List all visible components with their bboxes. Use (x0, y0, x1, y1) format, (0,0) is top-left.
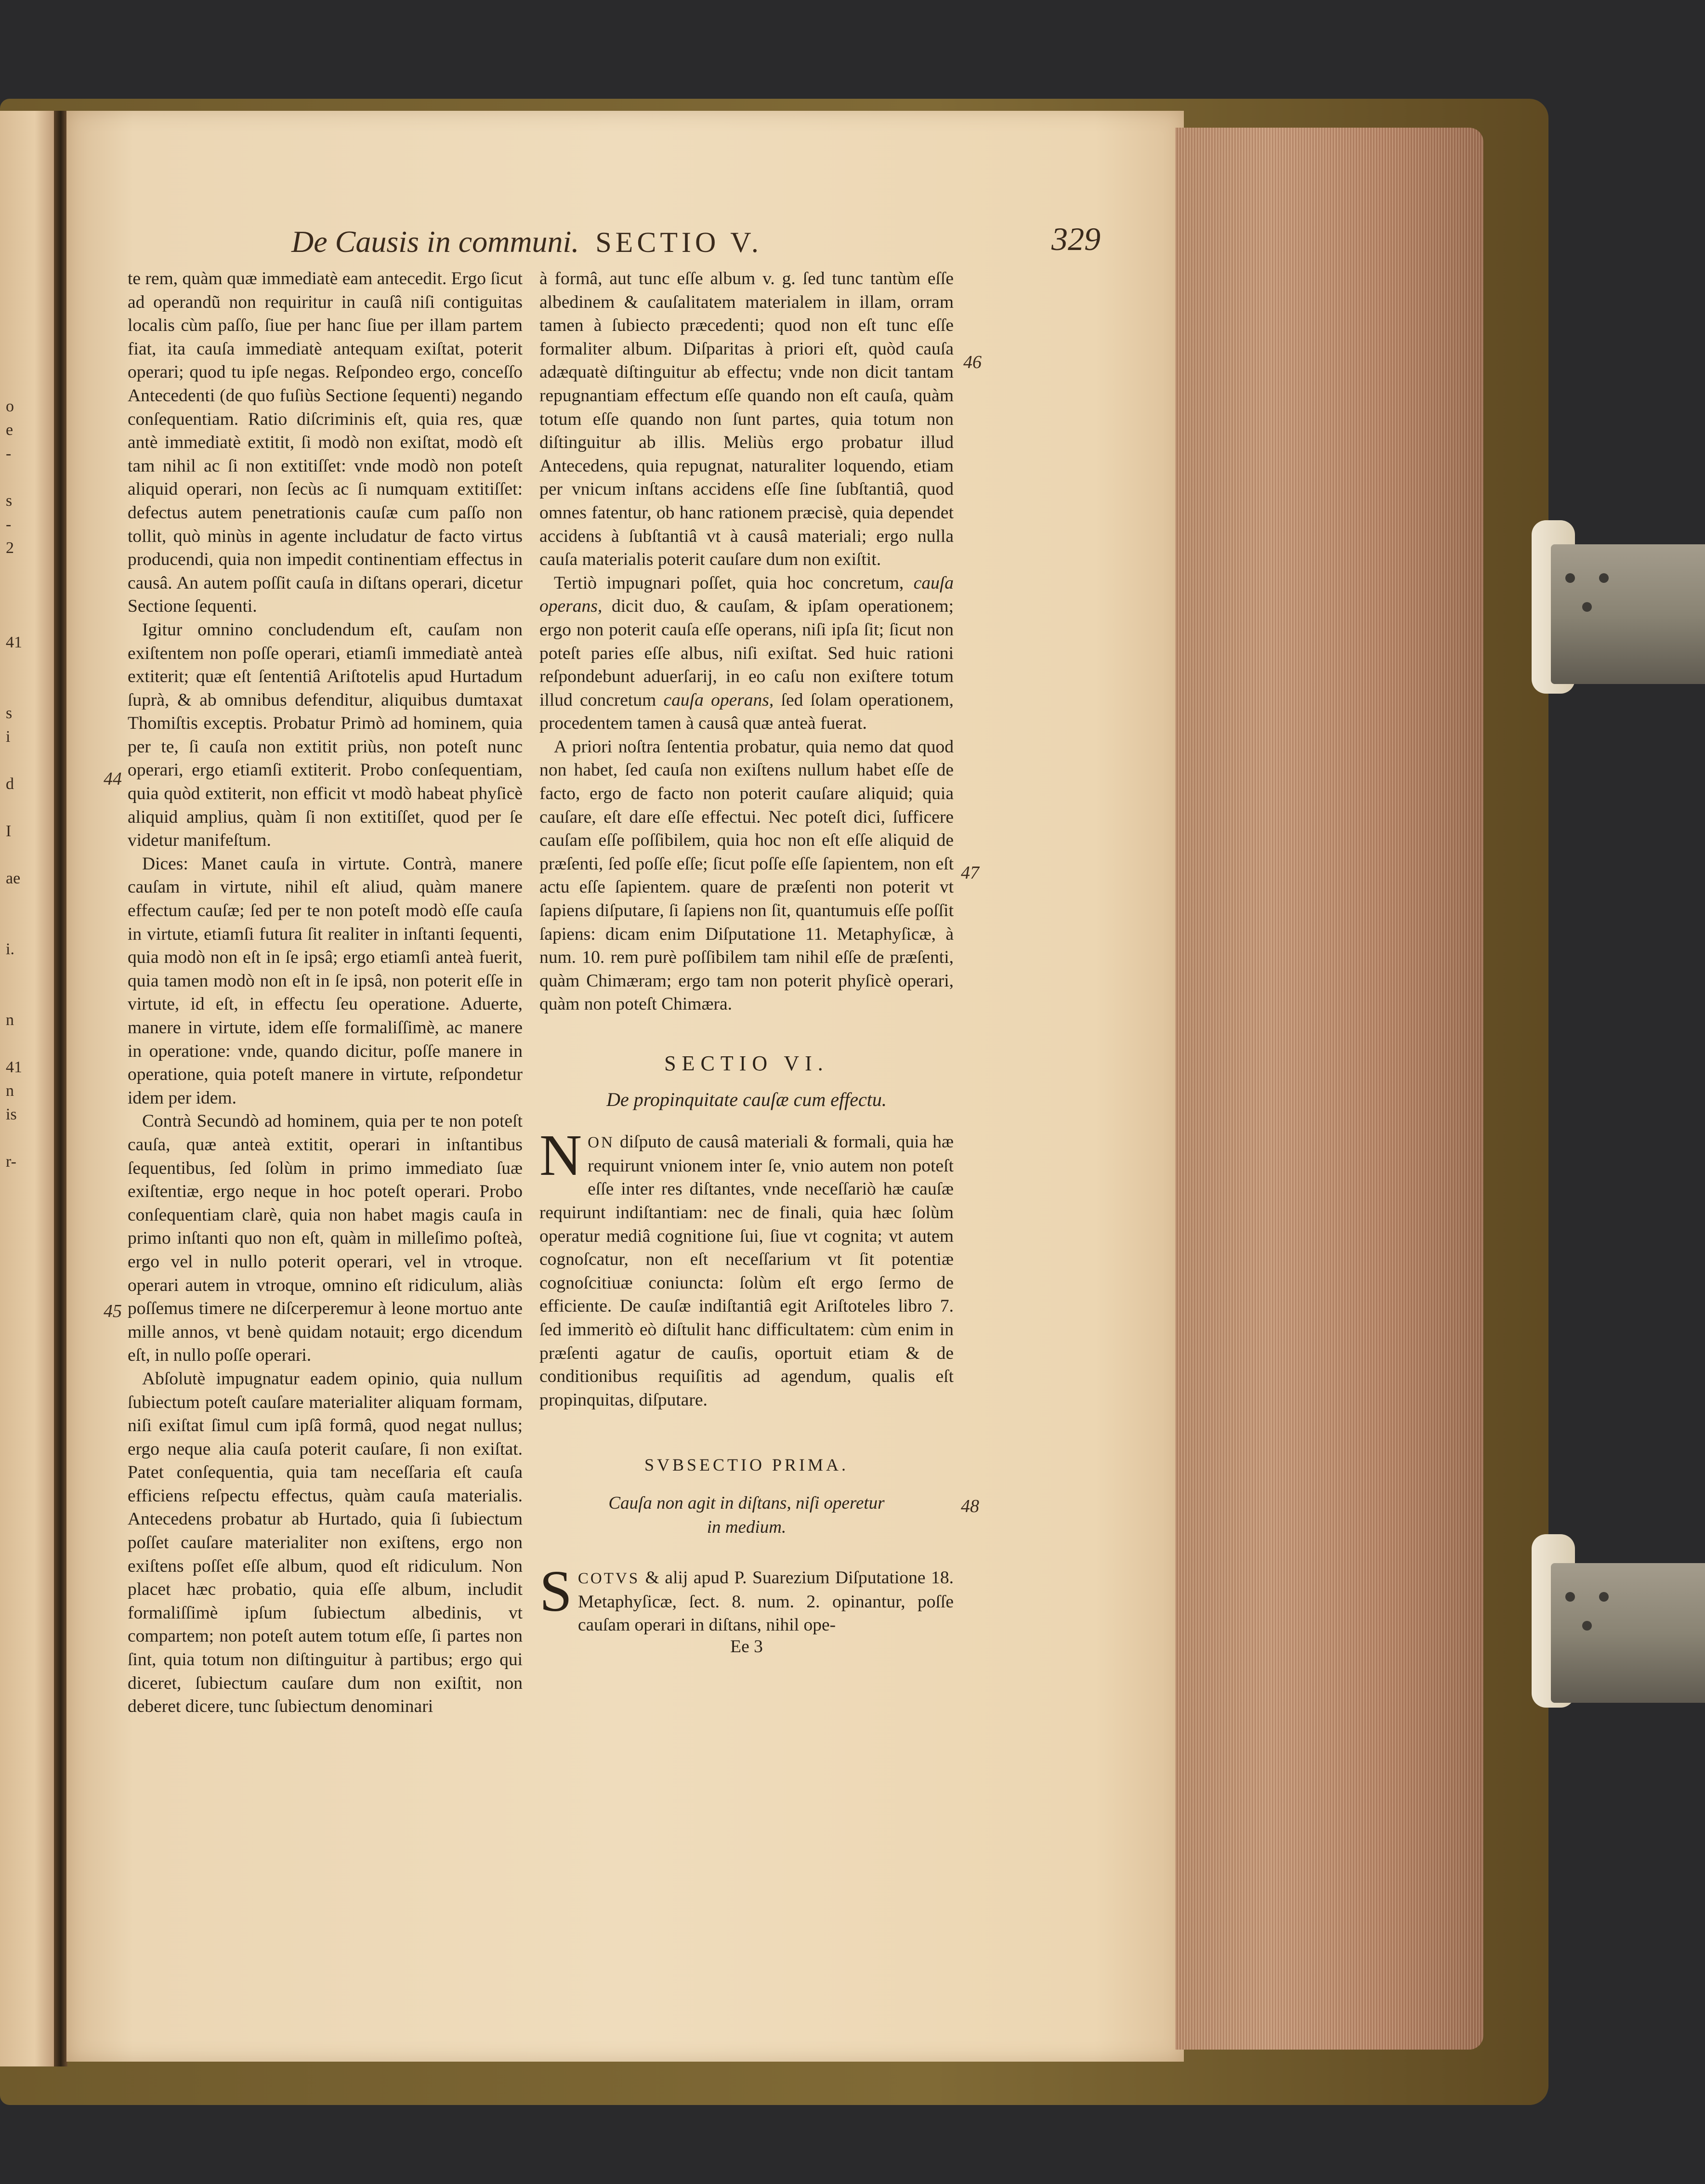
running-head (291, 221, 1101, 260)
paragraph: Abſolutè impugnatur eadem opinio, quia nullum ſubiectum poteſt cauſare materialiter aliquam formam, niſi exiſtat ſimul cum ipſâ formâ, quod negat nullus; ergo neque alia cauſa poterit cauſare, ſi non exiſtat. Patet conſequentia, quia tam neceſſaria eſt cauſa efficiens reſpectu effectus, quàm cauſa materialis. Antecedens probatur ab Hurtado, quia ſi ſubiectum poſſet cauſare materialiter non exiſtens, ergo non exiſtens poſſet eſſe album, quod eſt ridiculum. Non placet hæc probatio, quia eſſe album, includit formaliſſimè ipſum ſubiectum albedinis, vt compartem; non poteſt autem totum eſſe, ſi partes non ſint, quia totum non diſtinguitur à partibus; ergo qui diceret, ſubiectum cauſare dum non exiſtit, non deberet dicere, tunc ſubiectum denominari (128, 1368, 523, 1717)
clasp-rivet (1582, 602, 1592, 612)
page-block-edges (1175, 128, 1483, 2050)
clasp-rivet (1565, 573, 1575, 583)
paragraph: à formâ, aut tunc eſſe album v. g. ſed tunc tantùm eſſe albedinem & cauſalitatem materialem in illam, orram tamen à ſubiecto præcedenti; quod non eſt tunc eſſe formaliter album. Diſparitas à priori eſt, quòd cauſa adæquatè diſtinguitur ab effectu; vnde non dicit tantam repugnantiam effectum eſſe quando non eſt cauſa, quàm totum eſſe quando non ſunt partes, quia totum non diſtinguitur ab illis. Meliùs ergo probatur illud Antecedens, quia repugnat, naturaliter loquendo, etiam per vnicum inſtans accidens eſſe ſine ſubſtantiâ, quod omnes fatentur, ob hanc rationem præcisè, quia dependet accidens à ſubſtantiâ vt à causâ materiali; ergo nulla cauſa materialis poterit cauſare dum non exiſtit. (539, 269, 954, 570)
signature-mark: Ee 3 (730, 1636, 763, 1657)
margin-number: 45 (104, 1301, 122, 1321)
paragraph: Tertiò impugnari poſſet, quia hoc concretum, cauſa operans, dicit duo, & cauſam, & ipſam operationem; ergo non poterit cauſa eſſe operans, niſi ipſa ſit; ſicut non poteſt paries eſſe albus, niſi exiſtat. Sed huic rationi reſpondebunt aduerſarij, in eo caſu non exiſtere totum illud concretum cauſa operans, ſed ſolam operationem, procedentem tamen à causâ quæ anteà fuerat. (539, 573, 954, 734)
paragraph: Igitur omnino concludendum eſt, cauſam non exiſtentem non poſſe operari, etiamſi immediatè anteà extiterit; quæ eſt ſententiâ Ariſtotelis apud Hurtadum ſuprà, & ab omnibus defenditur, aliquibus dumtaxat Thomiſtis exceptis. Probatur Primò ad hominem, quia per te, ſi cauſa non extitit priùs, non poteſt nunc operari, ergo etiamſi extiterit. Probo conſequentiam, quia quòd extiterit, non efficit vt modò habeat phyſicè aliquid amplius, quàm ſi non extitiſſet, quod per ſe videtur manifeſtum. (128, 619, 523, 851)
subsection-heading: SVBSECTIO PRIMA. (644, 1455, 849, 1475)
paragraph: Dices: Manet cauſa in virtute. Contrà, manere cauſam in virtute, nihil eſt aliud, quàm manere effectum cauſæ; ſed per te non poteſt modò eſſe cauſa in virtute, etiamſi futura ſit realiter in inſtanti ſequenti, quia modò non eſt in ſe ipsâ; ergo etiamſi anteà fuerit, quia tamen modò non eſt in ſe ipsâ, non poterit eſſe in virtute, id eſt, in effectu ſeu operatione. Aduerte, manere in virtute, idem eſſe formaliſſimè, ac manere in operatione: vnde, quando dicitur, poſſe manere in operatione, quia poteſt manere in virtute, reſpondetur idem per idem. (128, 854, 523, 1108)
right-text-column (539, 267, 954, 1658)
left-text-column (128, 267, 523, 1719)
clasp-rivet (1599, 1592, 1609, 1602)
running-head-title: De Causis in communi. (291, 224, 579, 259)
clasp-rivet (1582, 1621, 1592, 1631)
drop-cap: N (539, 1123, 582, 1188)
section-heading: SECTIO VI. (664, 1052, 829, 1075)
clasp-rivet (1599, 573, 1609, 583)
subsection-proposition: Cauſa non agit in diſtans, niſi operetur in medium. (608, 1493, 885, 1537)
paragraph: te rem, quàm quæ immediatè eam antecedit. Ergo ſicut ad operandũ non requiritur in cauſâ niſi contiguitas localis cùm paſſo, ſiue per hanc ſiue per illam partem fiat, ita cauſa immediatè antequam exiſtat, poterit operari; quod tu ipſe negas. Reſpondeo ergo, conceſſo Antecedenti (de quo fuſiùs Sectione ſequenti) negando conſequentiam. Ratio diſcriminis eſt, quia res, quæ antè immediatè extitit, ſi modò non exiſtat, modò eſt tam nihil ac ſi non extitiſſet: vnde modò non poteſt aliquid operari, non ſecùs ac ſi numquam extitiſſet: defectus autem penetrationis cauſæ cum paſſo non tollit, quò minùs in agente includatur de facto virtus producendi, quia non impedit continentiam effectus in causâ. An autem poſſit cauſa in diſtans operari, dicetur Sectione ſequenti. (128, 269, 523, 617)
left-page-margin-fragments: o e - s - 2 41 s i d I ae i. n 41 n is r- (6, 397, 22, 1171)
paragraph: S COTVS & alij apud P. Suarezium Diſputatione 18. Metaphyſicæ, ſect. 8. num. 2. opinantur, poſſe cauſam operari in diſtans, nihil ope- (539, 1558, 954, 1635)
drop-cap: S (539, 1558, 572, 1624)
paragraph: A priori noſtra ſententia probatur, quia nemo dat quod non habet, ſed cauſa non exiſtens nullum habet eſſe de facto, ergo de facto non poterit cauſare aliquid; quia cauſare, eſt dare eſſe effectui. Nec poteſt dici, ſufficere cauſam eſſe poſſibilem, quia hoc non eſt eſſe aliquid de præſenti, ſed poſſe eſſe; ſicut poſſe eſſe ſapientem, non eſt actu eſſe ſapientem. quare de præſenti non poterit vt ſapiens diſputare, ſi ſapiens non ſit, quantumuis eſſe poſſit ſapiens: dicam enim Diſputatione 11. Metaphyſicæ, à num. 10. rem purè poſſibilem tam nihil eſſe de præſenti, quàm Chimæram; ergo tam non poterit phyſicè operari, quàm non poteſt Chimæra. (539, 737, 954, 1014)
margin-number: 48 (961, 1496, 979, 1516)
book-gutter (54, 111, 67, 2066)
clasp-rivet (1565, 1592, 1575, 1602)
paragraph: N ON diſputo de causâ materiali & formali, quia hæ requirunt vnionem inter ſe, vnio autem non poteſt eſſe inter res diſtantes, vnde neceſſariò hæ cauſæ requirunt indiſtantiam: nec de finali, quia hæc ſolùm operatur mediâ cognitione ſui, ſiue vt cognita; vt autem cognoſcatur, non eſt neceſſarium vt ſit potentiæ cognoſcitiuæ coniuncta: ſolùm eſt ergo ſermo de efficiente. De cauſæ indiſtantiâ egit Ariſtoteles libro 7. ſed immeritò eò diſtulit hanc difficultatem: cùm enim in præſenti agatur de cauſis, oportuit etiam & de conditionibus requiſitis ad agendum, qualis eſt propinquitas, diſputare. (539, 1123, 954, 1410)
clasp-lower (1551, 1563, 1705, 1703)
paragraph: Contrà Secundò ad hominem, quia per te non poteſt cauſa, quæ anteà extitit, operari in inſtantibus ſequentibus, ſed ſolùm in primo immediato ſuæ exiſtentiæ, ergo neque in hoc poteſt operari. Probo conſequentiam clarè, quia non habet magis cauſa in primo inſtanti quo non eſt, quàm in milleſimo poſteà, ergo vel in nullo poterit operari, vel in vtroque. operari autem in vtroque, omnino eſt ridiculum, aliàs poſſemus timere ne diſcerperemur à leone mortuo ante mille annos, vt benè quidam notauit; ergo dicendum eſt, in nullo poſſe operari. (128, 1111, 523, 1366)
running-head-section: SECTIO V. (595, 226, 762, 258)
margin-number: 46 (963, 352, 982, 372)
clasp-upper (1551, 544, 1705, 684)
margin-number: 44 (104, 769, 122, 789)
margin-number: 47 (961, 863, 979, 883)
page-number: 329 (1051, 221, 1101, 257)
section-subtitle: De propinquitate cauſæ cum effectu. (606, 1088, 887, 1110)
left-page-edge (0, 111, 58, 2066)
